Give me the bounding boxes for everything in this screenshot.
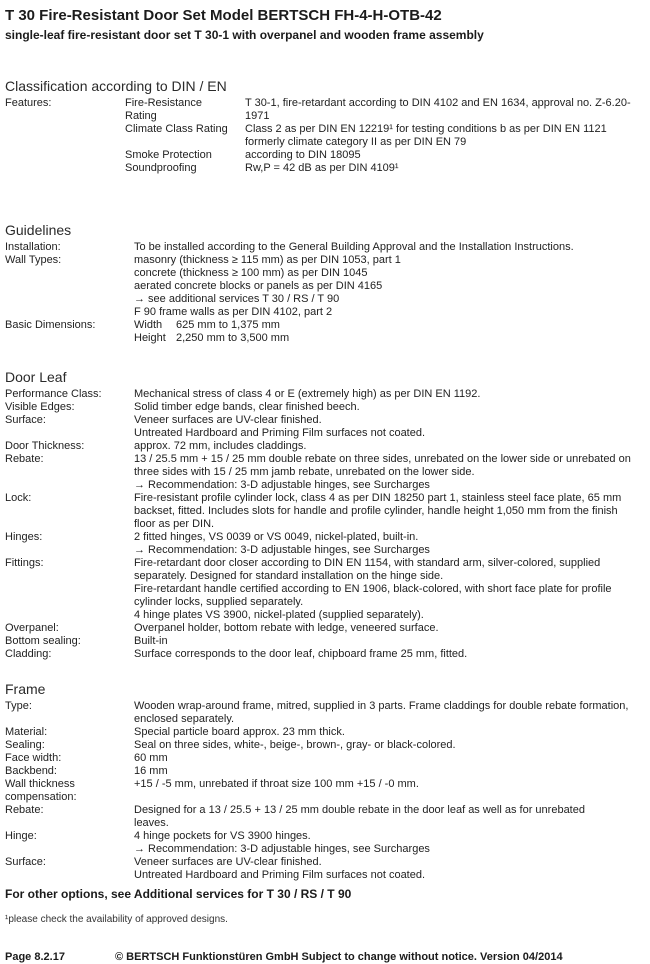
spec-row [5,648,648,661]
footer-page-number: Page 8.2.17 [5,951,65,963]
dimension-line [134,332,648,345]
spec-label [5,752,134,765]
spec-value-line: leaves. [134,817,169,829]
spec-label [5,492,134,531]
spec-value [134,241,648,254]
section-guidelines [5,222,648,345]
spec-label-line: Material: [5,726,48,738]
spec-label-line: compensation: [5,791,77,803]
spec-value [134,492,648,531]
spec-row [5,414,648,440]
spec-label-line: Face width: [5,752,62,764]
spec-label [5,414,134,440]
dimension-name: Height [134,332,166,344]
spec-value-line: Rw,P = 42 dB as per DIN 4109¹ [245,162,399,174]
spec-value-line: separately. Designed for standard installation on the hinge side. [134,570,444,582]
spec-value [134,856,648,882]
spec-value [134,752,648,765]
spec-value-line: Class 2 as per DIN EN 12219¹ for testing conditions b as per DIN EN 1121 [245,123,607,135]
page-footer [5,951,648,964]
spec-value-line: T 30-1, fire-retardant according to DIN 4102 and EN 1634, approval no. Z-6.20- [245,97,631,109]
spec-value [134,778,648,804]
spec-value [134,557,648,622]
spec-value-line: F 90 frame walls as per DIN 4102, part 2 [134,306,333,318]
dimension-name: Width [134,319,163,331]
section-heading: Door Leaf [5,369,67,385]
spec-sublabel-line: Smoke Protection [125,149,212,161]
spec-label [5,635,134,648]
spec-value-line: → Recommendation: 3-D adjustable hinges, see Surcharges [134,479,430,491]
spec-row [5,856,648,882]
dimension-range: 2,250 mm to 3,500 mm [176,332,290,344]
spec-sublabel-line: Climate Class Rating [125,123,228,135]
spec-label-line: Wall thickness [5,778,75,790]
spec-row [5,700,648,726]
spec-label [5,388,134,401]
spec-value-line: Fire-resistant profile cylinder lock, class 4 as per DIN 18250 part 1, stainless steel face plate, 65 mm [134,492,622,504]
spec-value-line: To be installed according to the General Building Approval and the Installation Instructions. [134,241,574,253]
spec-label-line: Hinges: [5,531,43,543]
spec-value [134,648,648,661]
spec-label-line: Bottom sealing: [5,635,81,647]
section-heading: Classification according to DIN / EN [5,78,227,94]
spec-label [5,123,125,149]
spec-label-line: Cladding: [5,648,52,660]
other-options-note: For other options, see Additional services for T 30 / RS / T 90 [5,887,352,901]
spec-row [5,739,648,752]
spec-label-line: Performance Class: [5,388,102,400]
spec-label [5,622,134,635]
spec-value-line: Designed for a 13 / 25.5 + 13 / 25 mm double rebate in the door leaf as well as for unrebated [134,804,585,816]
spec-label [5,453,134,492]
spec-value [134,453,648,492]
spec-value [245,97,648,123]
spec-row [5,162,648,175]
spec-sublabel-line: Rating [125,110,157,122]
spec-value-line: 13 / 25.5 mm + 15 / 25 mm double rebate on three sides, unrebated on the lower side or unrebated on [134,453,631,465]
spec-label-line: Rebate: [5,804,44,816]
spec-label-line: Type: [5,700,32,712]
spec-row [5,97,648,123]
spec-row [5,752,648,765]
spec-sublabel [125,162,245,175]
spec-row [5,440,648,453]
spec-value-line: Seal on three sides, white-, beige-, brown-, gray- or black-colored. [134,739,456,751]
spec-value-line: floor as per DIN. [134,518,215,530]
spec-label [5,856,134,882]
spec-value-line: 4 hinge pockets for VS 3900 hinges. [134,830,311,842]
spec-label-line: Features: [5,97,52,109]
spec-row [5,388,648,401]
dimension-range: 625 mm to 1,375 mm [176,319,280,331]
page-subtitle: single-leaf fire-resistant door set T 30-1 with overpanel and wooden frame assembly [5,28,484,42]
dimension-line [134,319,648,332]
spec-label-line: Wall Types: [5,254,62,266]
spec-label-line: Backbend: [5,765,57,777]
spec-sublabel-line: Fire-Resistance [125,97,203,109]
footnote: ¹please check the availability of approved designs. [5,914,228,925]
spec-value-line: approx. 72 mm, includes claddings. [134,440,307,452]
spec-label [5,557,134,622]
spec-value [134,700,648,726]
spec-row [5,765,648,778]
spec-value [134,739,648,752]
section-classification [5,78,648,175]
spec-label [5,830,134,856]
spec-value [134,254,648,319]
spec-value-line: Mechanical stress of class 4 or E (extremely high) as per DIN EN 1192. [134,388,481,400]
spec-row [5,453,648,492]
spec-value-line: enclosed separately. [134,713,235,725]
spec-row [5,254,648,319]
spec-label [5,531,134,557]
spec-label [5,765,134,778]
section-doorleaf [5,369,648,661]
spec-value [134,726,648,739]
spec-row [5,241,648,254]
spec-row [5,401,648,414]
spec-row [5,557,648,622]
spec-label-line: Door Thickness: [5,440,85,452]
spec-value-line: 2 fitted hinges, VS 0039 or VS 0049, nickel-plated, built-in. [134,531,419,543]
spec-label-line: Visible Edges: [5,401,75,413]
spec-value-line: Untreated Hardboard and Priming Film surfaces not coated. [134,427,426,439]
spec-value-line: concrete (thickness ≥ 100 mm) as per DIN 1045 [134,267,368,279]
spec-value-line: 1971 [245,110,270,122]
spec-value [134,401,648,414]
footer-copyright: © BERTSCH Funktionstüren GmbH Subject to change without notice. Version 04/2014 [115,951,563,963]
spec-row [5,123,648,149]
spec-value [245,149,648,162]
spec-label [5,700,134,726]
spec-row [5,531,648,557]
page-title: T 30 Fire-Resistant Door Set Model BERTSCH FH-4-H-OTB-42 [5,7,442,24]
spec-label-line: Basic Dimensions: [5,319,96,331]
spec-label [5,97,125,123]
spec-label-line: Rebate: [5,453,44,465]
spec-value-line: → Recommendation: 3-D adjustable hinges, see Surcharges [134,544,430,556]
spec-value [134,765,648,778]
spec-value-line: Solid timber edge bands, clear finished beech. [134,401,360,413]
spec-value [245,123,648,149]
spec-label-line: Installation: [5,241,61,253]
spec-value-line: Wooden wrap-around frame, mitred, supplied in 3 parts. Frame claddings for double rebate formation, [134,700,629,712]
spec-value-line: 4 hinge plates VS 3900, nickel-plated (supplied separately). [134,609,424,621]
spec-label-line: Lock: [5,492,32,504]
spec-label [5,804,134,830]
section-heading: Guidelines [5,222,72,238]
spec-value [134,414,648,440]
spec-row [5,635,648,648]
spec-row [5,726,648,739]
spec-label [5,401,134,414]
spec-value-line: Fire-retardant door closer according to DIN EN 1154, with standard arm, silver-colored, supplied [134,557,601,569]
spec-value-line: Veneer surfaces are UV-clear finished. [134,856,322,868]
spec-sublabel-line: Soundproofing [125,162,197,174]
spec-value-line: 60 mm [134,752,168,764]
spec-label [5,648,134,661]
spec-sublabel [125,149,245,162]
spec-label [5,440,134,453]
spec-value [134,531,648,557]
spec-value-line: → Recommendation: 3-D adjustable hinges, see Surcharges [134,843,430,855]
spec-row [5,492,648,531]
section-frame [5,681,648,882]
sections [5,78,648,882]
spec-value-line: → see additional services T 30 / RS / T 90 [134,293,340,305]
section-heading: Frame [5,681,46,697]
spec-label [5,241,134,254]
spec-row [5,804,648,830]
spec-value-line: cylinder locks, supplied separately. [134,596,304,608]
spec-value-line: Untreated Hardboard and Priming Film surfaces not coated. [134,869,426,881]
spec-value [134,440,648,453]
spec-value-line: aerated concrete blocks or panels as per DIN 4165 [134,280,383,292]
spec-label-line: Hinge: [5,830,37,842]
spec-value [134,388,648,401]
spec-value-line: Veneer surfaces are UV-clear finished. [134,414,322,426]
spec-value [245,162,648,175]
spec-value-line: Surface corresponds to the door leaf, chipboard frame 25 mm, fitted. [134,648,468,660]
spec-value [134,622,648,635]
spec-value-line: backset, fitted. Includes slots for handle and profile cylinder, handle height 1,050 mm from the finish [134,505,618,517]
spec-label [5,778,134,804]
spec-sublabel [125,97,245,123]
spec-label [5,149,125,162]
spec-label-line: Overpanel: [5,622,59,634]
spec-value-line: three sides with 15 / 25 mm jamb rebate, unrebated on the lower side. [134,466,475,478]
spec-value-line: formerly climate category II as per DIN EN 79 [245,136,467,148]
spec-row [5,149,648,162]
spec-value-line: Built-in [134,635,168,647]
spec-value [134,830,648,856]
spec-value-line: 16 mm [134,765,168,777]
spec-label [5,739,134,752]
spec-label [5,254,134,319]
spec-sublabel [125,123,245,149]
spec-row [5,622,648,635]
spec-label-line: Surface: [5,856,46,868]
spec-label [5,319,134,345]
spec-label-line: Sealing: [5,739,45,751]
spec-value [134,319,648,345]
spec-row [5,830,648,856]
spec-value-line: according to DIN 18095 [245,149,361,161]
spec-label-line: Fittings: [5,557,44,569]
spec-row [5,319,648,345]
spec-value-line: Fire-retardant handle certified according to EN 1906, black-colored, with short face plate for profile [134,583,612,595]
spec-label-line: Surface: [5,414,46,426]
spec-value-line: masonry (thickness ≥ 115 mm) as per DIN 1053, part 1 [134,254,401,266]
spec-value [134,635,648,648]
spec-value-line: Overpanel holder, bottom rebate with ledge, veneered surface. [134,622,439,634]
spec-label [5,726,134,739]
spec-label [5,162,125,175]
spec-value [134,804,648,830]
spec-value-line: +15 / -5 mm, unrebated if throat size 100 mm +15 / -0 mm. [134,778,419,790]
spec-value-line: Special particle board approx. 23 mm thick. [134,726,345,738]
spec-row [5,778,648,804]
